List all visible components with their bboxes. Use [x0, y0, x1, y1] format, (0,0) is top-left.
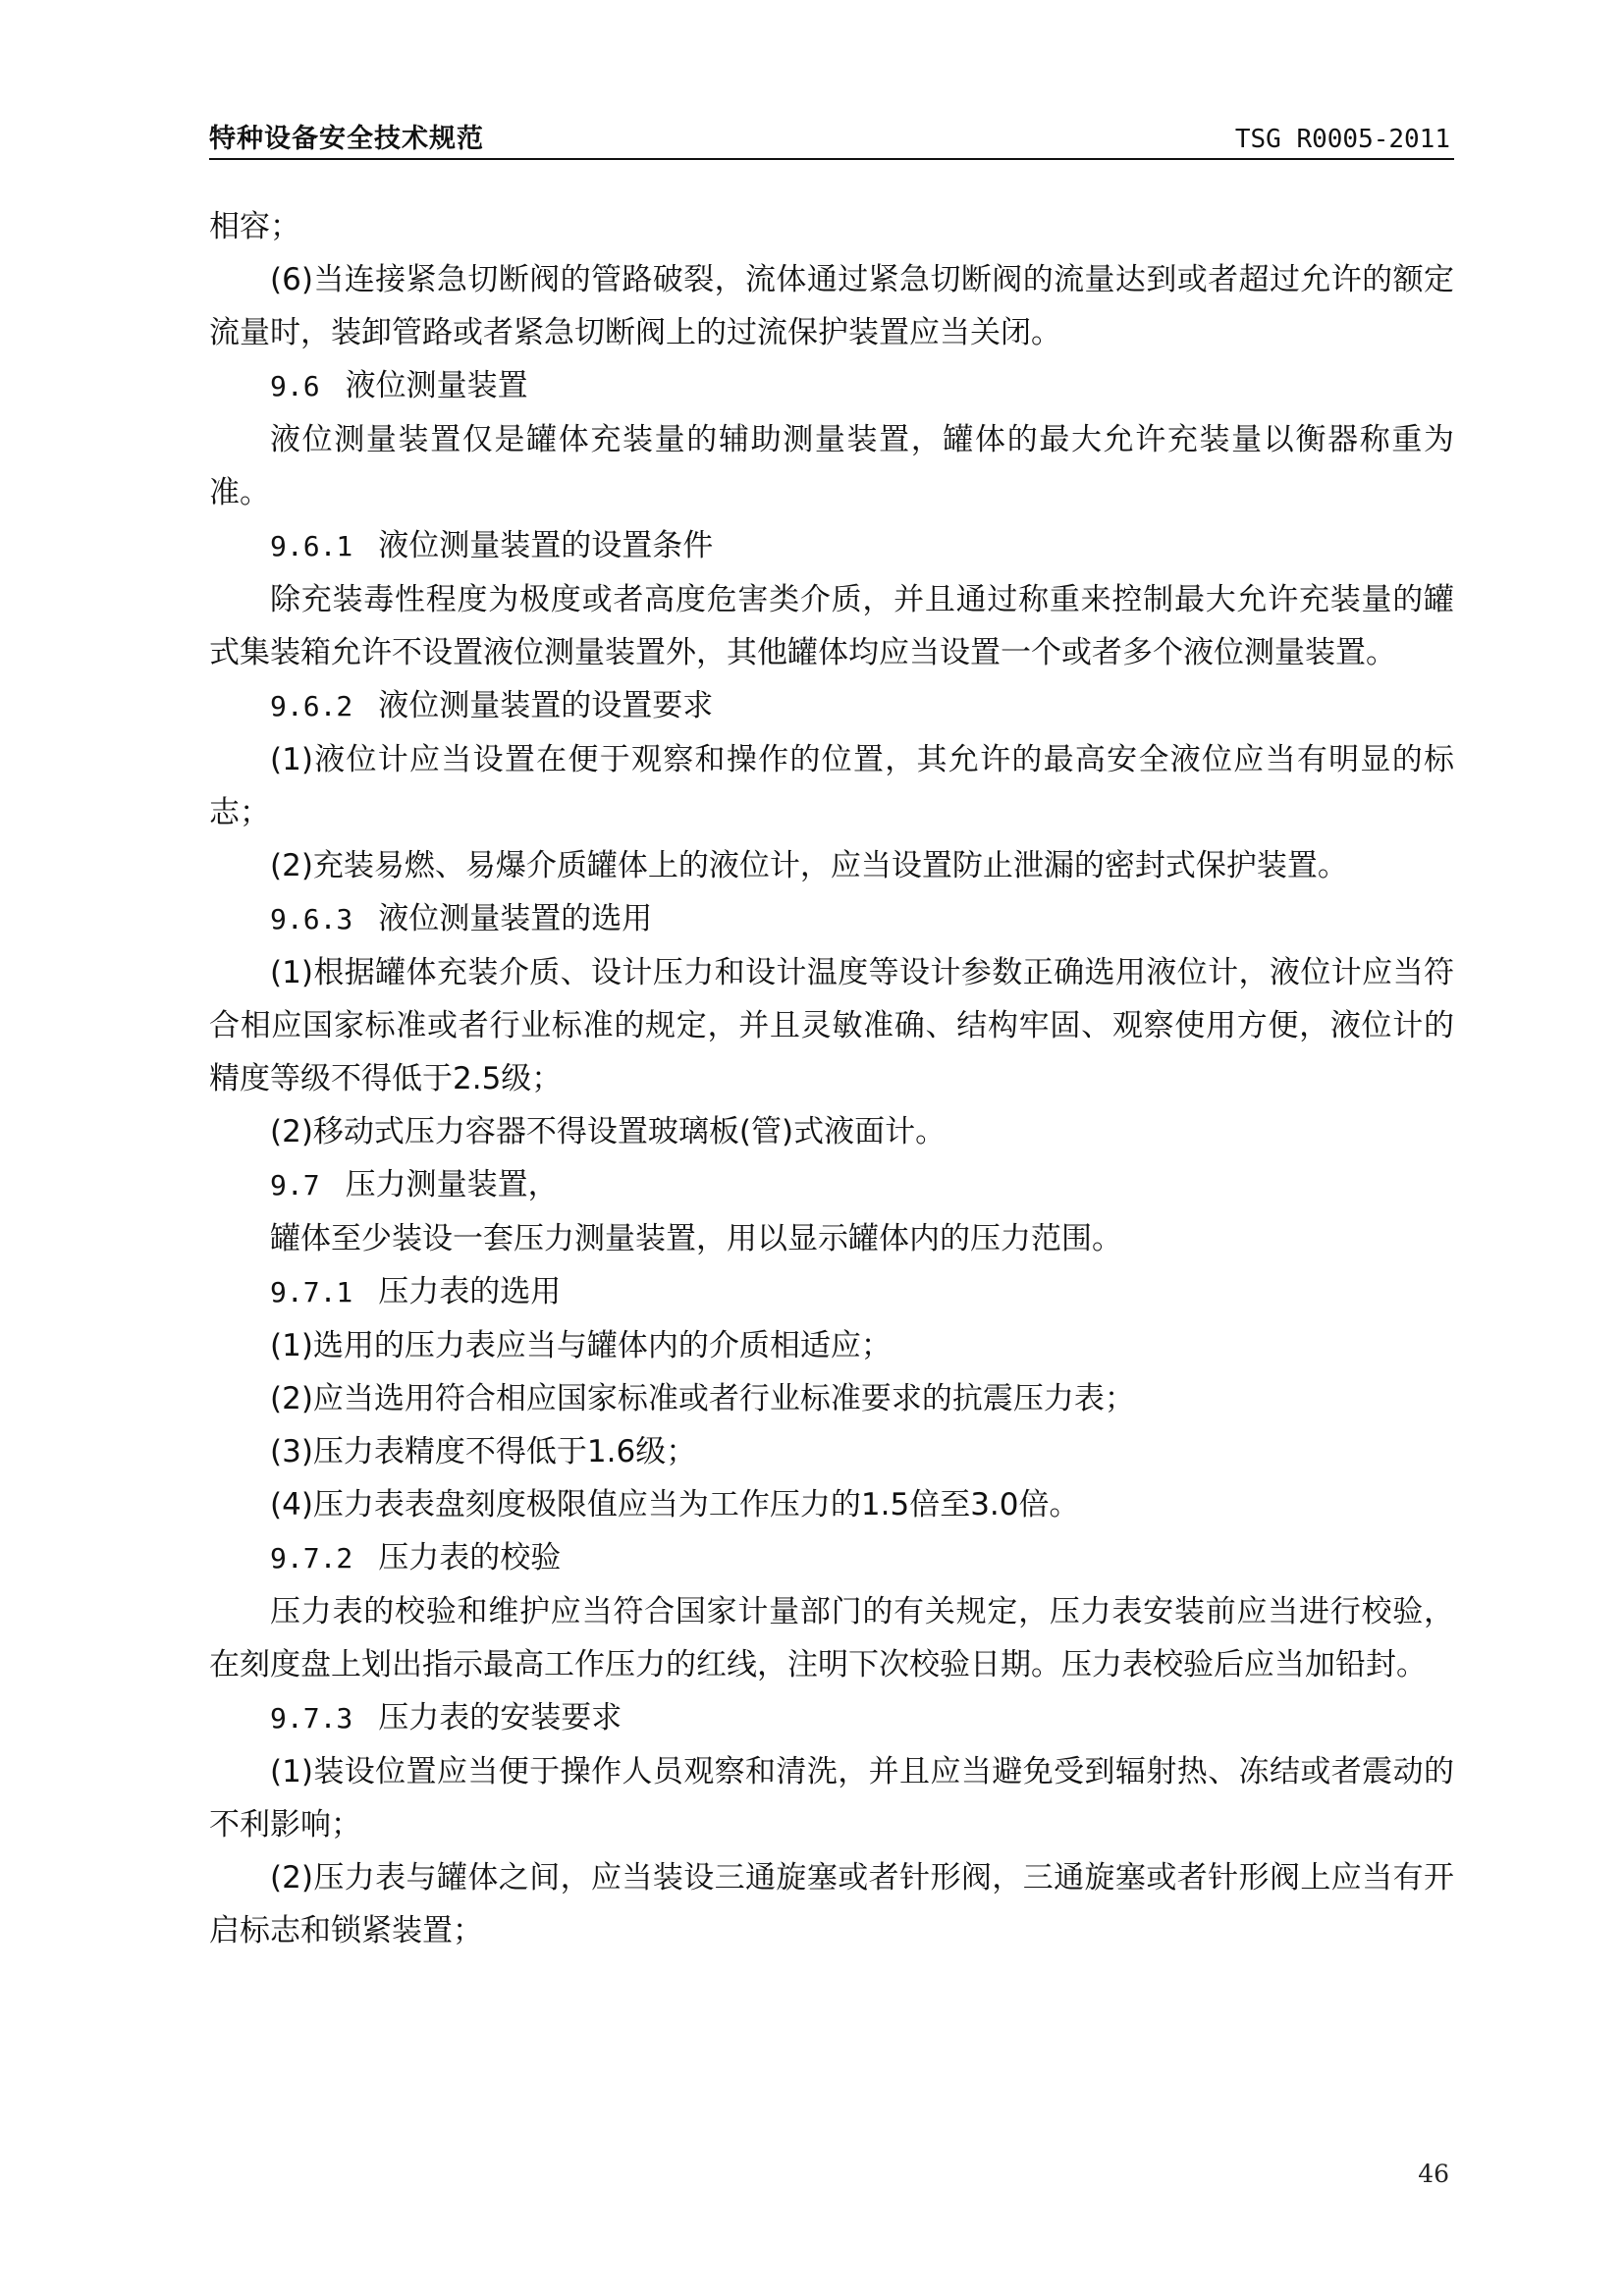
section-heading	[209, 519, 1454, 573]
section-number: 9.7.2	[270, 1542, 353, 1575]
document-body	[209, 200, 1454, 1957]
list-item: (2)充装易燃、易爆介质罐体上的液位计，应当设置防止泄漏的密封式保护装置。	[270, 848, 1348, 883]
section-number: 9.7.3	[270, 1702, 353, 1735]
section-heading	[209, 1265, 1454, 1319]
paragraph: 液位测量装置仅是罐体充装量的辅助测量装置，罐体的最大允许充装量以衡器称重为准。	[209, 422, 1454, 510]
section-heading	[209, 679, 1454, 733]
header-code: TSG R0005-2011	[1234, 125, 1450, 154]
section-number: 9.6	[270, 370, 320, 402]
section-number: 9.6.1	[270, 530, 353, 562]
list-item: (1)液位计应当设置在便于观察和操作的位置，其允许的最高安全液位应当有明显的标志；	[209, 742, 1454, 830]
section-title: 压力表的校验	[378, 1540, 562, 1575]
section-heading	[209, 892, 1454, 946]
page-header	[209, 122, 1454, 157]
paragraph: 罐体至少装设一套压力测量装置，用以显示罐体内的压力范围。	[270, 1221, 1122, 1256]
list-item: (2)应当选用符合相应国家标准或者行业标准要求的抗震压力表；	[270, 1381, 1135, 1416]
section-title: 液位测量装置的设置要求	[378, 688, 714, 723]
list-item: (3)压力表精度不得低于1.6级；	[270, 1434, 697, 1469]
section-title: 压力测量装置，	[345, 1167, 559, 1202]
section-title: 液位测量装置	[345, 368, 528, 403]
page-number: 46	[1418, 2160, 1449, 2188]
section-number: 9.6.2	[270, 690, 353, 722]
list-item: (2)移动式压力容器不得设置玻璃板(管)式液面计。	[270, 1114, 947, 1149]
section-title: 压力表的选用	[378, 1274, 562, 1309]
section-heading	[209, 1531, 1454, 1585]
section-heading	[209, 1691, 1454, 1745]
section-number: 9.7.1	[270, 1276, 353, 1308]
paragraph: 压力表的校验和维护应当符合国家计量部门的有关规定，压力表安装前应当进行校验，在刻度盘上划出指示最高工作压力的红线，注明下次校验日期。压力表校验后应当加铅封。	[209, 1594, 1454, 1682]
section-number: 9.7	[270, 1169, 320, 1201]
section-number: 9.6.3	[270, 903, 353, 935]
section-title: 液位测量装置的选用	[378, 901, 653, 936]
header-divider	[209, 158, 1454, 160]
list-item: (1)装设位置应当便于操作人员观察和清洗，并且应当避免受到辐射热、冻结或者震动的不利影响；	[209, 1754, 1454, 1842]
section-heading	[209, 359, 1454, 413]
list-item: (1)根据罐体充装介质、设计压力和设计温度等设计参数正确选用液位计，液位计应当符合相应国家标准或者行业标准的规定，并且灵敏准确、结构牢固、观察使用方便，液位计的精度等级不得低于2.5级；	[209, 955, 1454, 1096]
section-title: 压力表的安装要求	[378, 1700, 623, 1735]
list-item: (6)当连接紧急切断阀的管路破裂，流体通过紧急切断阀的流量达到或者超过允许的额定流量时，装卸管路或者紧急切断阀上的过流保护装置应当关闭。	[209, 262, 1454, 350]
list-item: (4)压力表表盘刻度极限值应当为工作压力的1.5倍至3.0倍。	[270, 1487, 1080, 1522]
paragraph: 相容；	[209, 209, 300, 244]
section-title: 液位测量装置的设置条件	[378, 528, 714, 563]
header-title: 特种设备安全技术规范	[209, 124, 484, 154]
paragraph: 除充装毒性程度为极度或者高度危害类介质，并且通过称重来控制最大允许充装量的罐式集装箱允许不设置液位测量装置外，其他罐体均应当设置一个或者多个液位测量装置。	[209, 582, 1454, 670]
list-item: (2)压力表与罐体之间，应当装设三通旋塞或者针形阀，三通旋塞或者针形阀上应当有开启标志和锁紧装置；	[209, 1860, 1454, 1949]
section-heading	[209, 1158, 1454, 1212]
list-item: (1)选用的压力表应当与罐体内的介质相适应；	[270, 1328, 892, 1363]
